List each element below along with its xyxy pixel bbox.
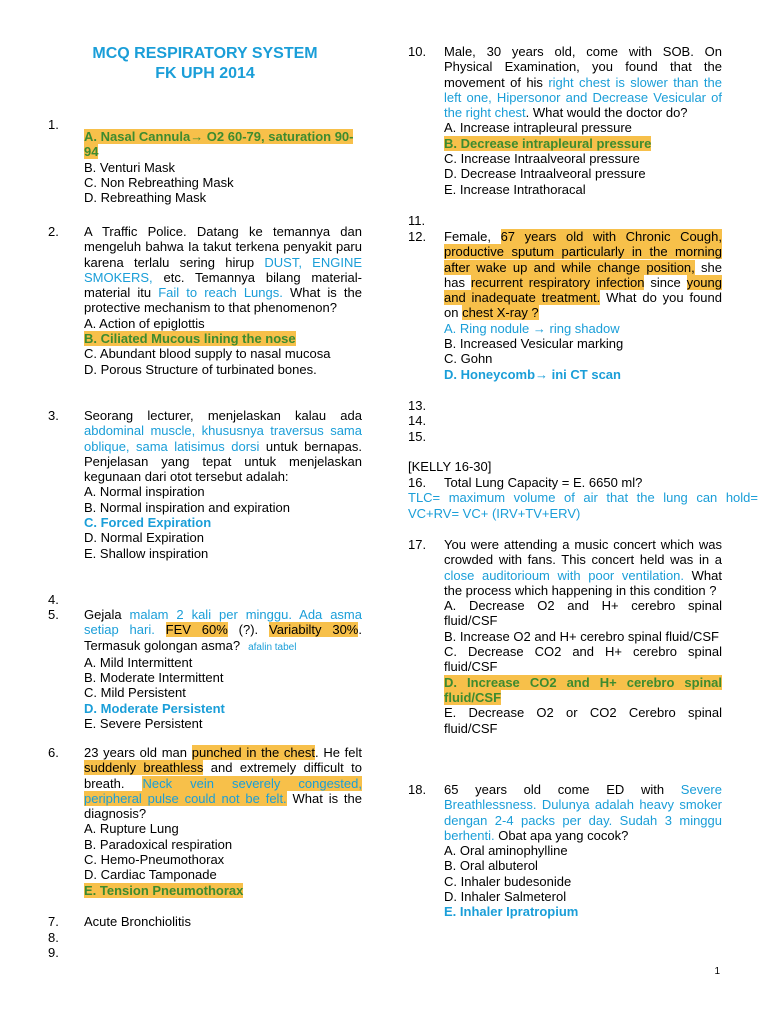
question-2: 2. A Traffic Police. Datang ke temannya dan mengeluh bahwa Ia takut terkena penyakit paru karena terlalu sering hirup DUST, ENGINE SMOKERS, etc. Temannya bilang material-material itu Fail to reach Lungs. What is the protective mechanism to that phenomenon? A. Action of epiglottis B. Ciliated Mucous lining the nose C. Abundant blood supply to nasal mucosa D. Porous Structure of turbinated bones. [48, 224, 363, 377]
question-12: 12. Female, 67 years old with Chronic Cough, productive sputum particularly in the morning after wake up and while change position, she has recurrent respiratory infection since young and inadequate treatment. What do you found on chest X-ray ? A. Ring nodule → ring shadow B. Increased Vesicular marking C. Gohn D. Honeycomb→ ini CT scan [408, 229, 723, 382]
option: A. Mild Intermittent [84, 654, 193, 670]
question-stem: 23 years old man punched in the chest. He felt suddenly breathless and extremely difficult to breath. Neck vein severely congested, peripheral pulse could not be felt. What is the diagnosis? [84, 745, 363, 822]
document-title: MCQ RESPIRATORY SYSTEM FK UPH 2014 [92, 45, 318, 82]
option: B. Moderate Intermittent [84, 670, 224, 686]
option: C. Decrease CO2 and H+ cerebro spinal fluid/CSF [444, 644, 722, 675]
answer-option: E. Tension Pneumothorax [84, 882, 244, 898]
option: B. Increased Vesicular marking [444, 336, 624, 352]
option: C. Non Rebreathing Mask [84, 174, 234, 190]
question-stem: You were attending a music concert which was crowded with fans. This concert held was in a close auditorioum with poor ventilation. What the process which happening in this condition ? [444, 537, 722, 598]
option: D. Cardiac Tamponade [84, 867, 217, 883]
option: B. Normal inspiration and expiration [84, 499, 290, 515]
question-7: 7. Acute Bronchiolitis [48, 914, 191, 929]
tlc-note: TLC= maximum volume of air that the lung can hold= VC+RV= VC+ (IRV+TV+ERV) [408, 490, 758, 521]
question-stem: Gejala malam 2 kali per minggu. Ada asma setiap hari. FEV 60% (?). Variabilty 30%. Termasuk golongan asma? afalin tabel [84, 607, 362, 653]
option: D. Normal Expiration [84, 530, 204, 546]
option: E. Shallow inspiration [84, 545, 209, 561]
option: E. Severe Persistent [84, 716, 203, 732]
question-stem: Seorang lecturer, menjelaskan kalau ada abdominal muscle, khususnya traversus sama oblique, sama latisimus dorsi untuk bernapas. Penjelasan yang tepat untuk menjelaskan kegunaan dari otot tersebut adalah: [84, 408, 362, 485]
question-16: 16. Total Lung Capacity = E. 6650 ml? TLC= maximum volume of air that the lung can hold= VC+RV= VC+ (IRV+TV+ERV) [408, 475, 722, 521]
option: C. Inhaler budesonide [444, 873, 572, 889]
option: A. Rupture Lung [84, 821, 179, 837]
option: B. Oral albuterol [444, 858, 538, 874]
question-stem: A Traffic Police. Datang ke temannya dan mengeluh bahwa Ia takut terkena penyakit paru karena terlalu sering hirup DUST, ENGINE SMOKERS, etc. Temannya bilang material-material itu Fail to reach Lungs. What is the protective mechanism to that phenomenon? [84, 224, 363, 316]
option: B. Venturi Mask [84, 159, 176, 175]
option: D. Decrease Intraalveoral pressure [444, 166, 646, 182]
option: C. Mild Persistent [84, 685, 186, 701]
option: B. Paradoxical respiration [84, 836, 233, 852]
page-number: 1 [714, 966, 720, 977]
option: E. Increase Intrathoracal [444, 181, 586, 197]
question-3: 3. Seorang lecturer, menjelaskan kalau ada abdominal muscle, khususnya traversus sama oblique, sama latisimus dorsi untuk bernapas. Penjelasan yang tepat untuk menjelaskan kegunaan dari otot tersebut adalah: A. Normal inspiration B. Normal inspiration and expiration C. Forced Expiration D. Normal Expiration E. Shallow inspiration [48, 408, 362, 561]
question-17: 17. You were attending a music concert which was crowded with fans. This concert held was in a close auditorioum with poor ventilation. What the process which happening in this condition ? A. Decrease O2 and H+ cerebro spinal fluid/CSF B. Increase O2 and H+ cerebro spinal fluid/CSF C. Decrease CO2 and H+ cerebro spinal fluid/CSF D. Increase CO2 and H+ cerebro spinal fluid/CSF E. Decrease O2 or CO2 Cerebro spinal fluid/CSF [408, 537, 722, 736]
option: D. Rebreathing Mask [84, 190, 207, 206]
question-5: 5. Gejala malam 2 kali per minggu. Ada asma setiap hari. FEV 60% (?). Variabilty 30%. Termasuk golongan asma? afalin tabel A. Mild Intermittent B. Moderate Intermittent C. Mild Persistent D. Moderate Persistent E. Severe Persistent [48, 607, 362, 732]
option: C. Gohn [444, 351, 493, 367]
option: A. Normal inspiration [84, 484, 205, 500]
question-stem: Male, 30 years old, come with SOB. On Physical Examination, you found that the movement of his right chest is slower than the left one, Hipersonor and Decrease Vesicular of the right chest. What would the doctor do? [444, 44, 722, 121]
answer-option: B. Ciliated Mucous lining the nose [84, 331, 296, 347]
handwritten-note: afalin tabel [248, 641, 297, 653]
question-10: 10. Male, 30 years old, come with SOB. On Physical Examination, you found that the movement of his right chest is slower than the left one, Hipersonor and Decrease Vesicular of the right chest. What would the doctor do? A. Increase intrapleural pressure B. Decrease intrapleural pressure C. Increase Intraalveoral pressure D. Decrease Intraalveoral pressure E. Increase Intrathoracal [408, 44, 722, 197]
section-label: [KELLY 16-30] [408, 459, 492, 474]
option: A. Ring nodule → ring shadow [444, 320, 620, 336]
answer-option: E. Inhaler Ipratropium [444, 904, 579, 920]
answer-option: A. Nasal Cannula→ O2 60-79, saturation 90-94 [84, 129, 354, 160]
answer-option: D. Increase CO2 and H+ cerebro spinal fluid/CSF [444, 674, 722, 705]
option: A. Oral aminophylline [444, 843, 568, 859]
answer-option: D. Moderate Persistent [84, 700, 225, 716]
question-stem: Female, 67 years old with Chronic Cough, productive sputum particularly in the morning after wake up and while change position, she has recurrent respiratory infection since young and inadequate treatment. What do you found on chest X-ray ? [444, 229, 723, 321]
answer-option: B. Decrease intrapleural pressure [444, 135, 652, 151]
option: C. Increase Intraalveoral pressure [444, 151, 640, 167]
option: D. Porous Structure of turbinated bones. [84, 361, 317, 377]
question-6: 6. 23 years old man punched in the chest. He felt suddenly breathless and extremely difficult to breath. Neck vein severely congested, peripheral pulse could not be felt. What is the diagnosis? A. Rupture Lung B. Paradoxical respiration C. Hemo-Pneumothorax D. Cardiac Tamponade E. Tension Pneumothorax [48, 745, 363, 898]
answer-option: C. Forced Expiration [84, 515, 212, 531]
option: A. Increase intrapleural pressure [444, 120, 632, 136]
option: C. Abundant blood supply to nasal mucosa [84, 346, 331, 362]
option: A. Action of epiglottis [84, 315, 205, 331]
option: B. Increase O2 and H+ cerebro spinal fluid/CSF [444, 628, 719, 644]
option: A. Decrease O2 and H+ cerebro spinal fluid/CSF [444, 598, 722, 629]
option: D. Inhaler Salmeterol [444, 889, 567, 905]
question-1: 1. A. Nasal Cannula→ O2 60-79, saturation 90-94 B. Venturi Mask C. Non Rebreathing Mask D. Rebreathing Mask [48, 117, 362, 205]
answer-option: D. Honeycomb→ ini CT scan [444, 366, 621, 382]
option: C. Hemo-Pneumothorax [84, 852, 225, 868]
question-stem: 65 years old come ED with Severe Breathlessness. Dulunya adalah heavy smoker dengan 2-4 packs per day. Sudah 3 minggu berhenti. Obat apa yang cocok? [444, 782, 722, 843]
question-18: 18. 65 years old come ED with Severe Breathlessness. Dulunya adalah heavy smoker dengan 2-4 packs per day. Sudah 3 minggu berhenti. Obat apa yang cocok? A. Oral aminophylline B. Oral albuterol C. Inhaler budesonide D. Inhaler Salmeterol E. Inhaler Ipratropium [408, 782, 722, 920]
option: E. Decrease O2 or CO2 Cerebro spinal fluid/CSF [444, 705, 722, 736]
